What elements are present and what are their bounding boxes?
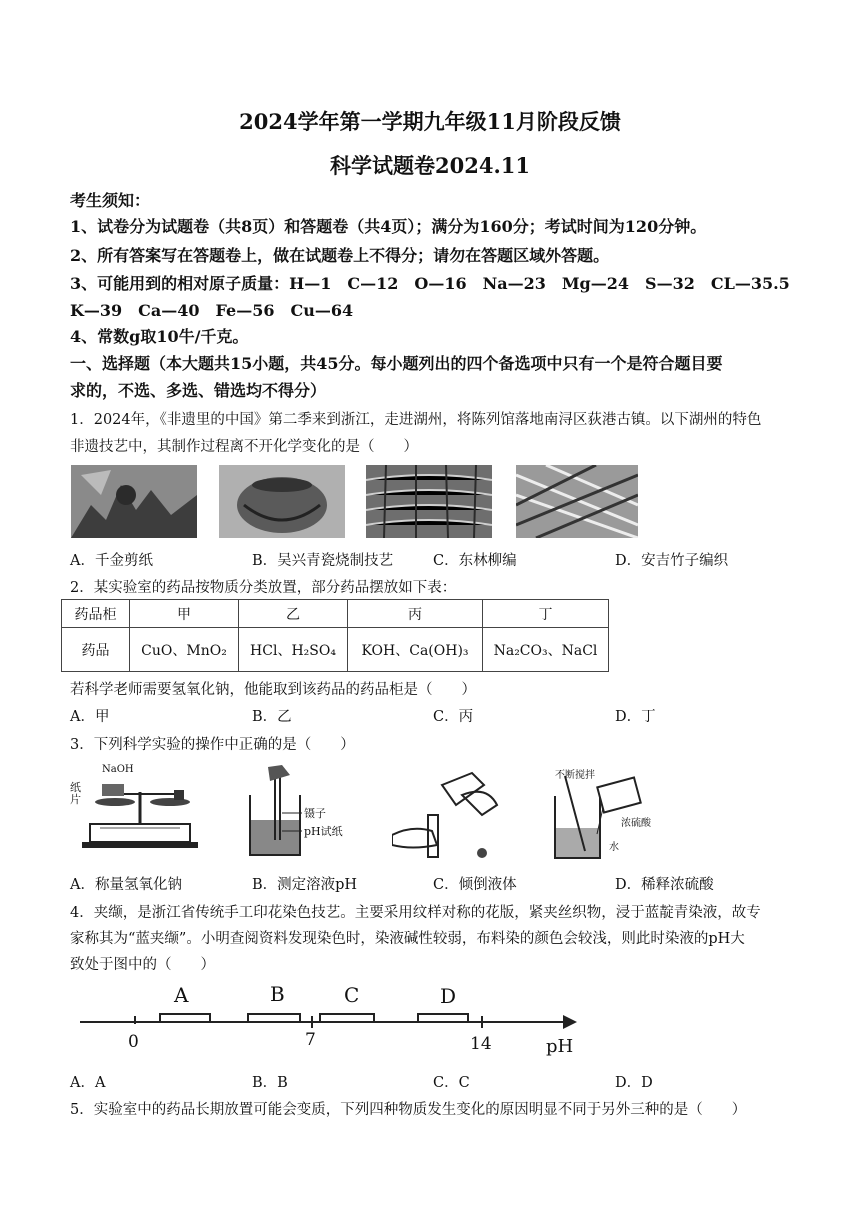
- q1-option-d[interactable]: D．安吉竹子编织: [615, 553, 729, 569]
- region-label-d: D: [440, 984, 457, 1008]
- section-heading: 求的，不选、多选、错选均不得分）: [70, 381, 327, 400]
- tick-label: 0: [128, 1032, 139, 1052]
- table-cell: KOH、Ca(OH)₃: [348, 628, 483, 672]
- q1-option-a[interactable]: A．千金剪纸: [70, 553, 153, 569]
- q4-stem: 致处于图中的（ ）: [70, 957, 215, 973]
- table-row-label: 药品: [62, 628, 130, 672]
- ph-paper-label: pH试纸: [304, 825, 343, 838]
- q4-stem: 4．夹缬，是浙江省传统手工印花染色技艺。主要采用纹样对称的花版，紧夹丝织物，浸于蓝靛青染液，故专: [70, 905, 761, 921]
- paper-label: 纸片: [70, 781, 81, 806]
- table-cell: CuO、MnO₂: [130, 628, 239, 672]
- q4-option-a[interactable]: A．A: [70, 1075, 106, 1091]
- naoh-label: NaOH: [102, 764, 134, 775]
- notice-item: 3、可能用到的相对原子质量：H—1 C—12 O—16 Na—23 Mg—24 S—32 CL—35.5: [70, 274, 790, 293]
- water-label: 水: [609, 842, 619, 853]
- q3-option-d[interactable]: D．稀释浓硫酸: [615, 877, 714, 893]
- q2-option-b[interactable]: B．乙: [252, 709, 292, 725]
- axis-unit: pH: [546, 1036, 574, 1057]
- willow-weaving-photo: [366, 465, 492, 538]
- table-cell: Na₂CO₃、NaCl: [483, 628, 609, 672]
- q3-option-a[interactable]: A．称量氢氧化钠: [70, 877, 182, 893]
- q4-option-b[interactable]: B．B: [252, 1075, 288, 1091]
- notice-item: 2、所有答案写在答题卷上，做在试题卷上不得分；请勿在答题区域外答题。: [70, 246, 610, 265]
- tick-label: 14: [470, 1034, 492, 1054]
- notice-item: 1、试卷分为试题卷（共8页）和答题卷（共4页）；满分为160分；考试时间为120分钟。: [70, 217, 707, 236]
- q4-option-d[interactable]: D．D: [615, 1075, 653, 1091]
- q2-option-a[interactable]: A．甲: [70, 709, 110, 725]
- bamboo-weaving-photo: [516, 465, 638, 538]
- table-header: 丁: [483, 600, 609, 628]
- page-subtitle: 科学试题卷2024.11: [330, 153, 530, 178]
- q3-option-b[interactable]: B．测定溶液pH: [252, 877, 358, 893]
- table-cell: HCl、H₂SO₄: [239, 628, 348, 672]
- q3-option-c[interactable]: C．倾倒液体: [433, 877, 517, 893]
- tick-label: 7: [305, 1030, 316, 1050]
- q3-stem: 3．下列科学实验的操作中正确的是（ ）: [70, 737, 355, 753]
- region-label-a: A: [174, 983, 189, 1007]
- table-header: 乙: [239, 600, 348, 628]
- q4-stem: 家称其为“蓝夹缬”。小明查阅资料发现染色时，染液碱性较弱，布料染的颜色会较浅，则此时染液的pH大: [70, 931, 745, 947]
- q1-stem: 1．2024年，《非遗里的中国》第二季来到浙江，走进湖州，将陈列馆落地南浔区荻港古镇。以下湖州的特色: [70, 412, 762, 428]
- balance-figure: [70, 762, 210, 862]
- acid-label: 浓硫酸: [621, 818, 651, 829]
- table-header: 甲: [130, 600, 239, 628]
- notice-item: 4、常数g取10牛/千克。: [70, 327, 249, 346]
- region-label-b: B: [270, 982, 285, 1006]
- pouring-figure: [392, 765, 502, 865]
- section-heading: 一、选择题（本大题共15小题，共45分。每小题列出的四个备选项中只有一个是符合题目要: [70, 354, 723, 373]
- q1-option-b[interactable]: B．吴兴青瓷烧制技艺: [252, 553, 394, 569]
- tweezers-label: 镊子: [304, 807, 326, 820]
- cabinet-table: [61, 599, 609, 672]
- region-label-c: C: [344, 983, 360, 1007]
- notice-heading: 考生须知：: [70, 191, 151, 210]
- ph-scale-figure: [70, 980, 590, 1062]
- q2-question: 若科学老师需要氢氧化钠，他能取到该药品的药品柜是（ ）: [70, 682, 476, 698]
- dilution-figure: [545, 766, 665, 866]
- celadon-photo: [219, 465, 345, 538]
- stir-label: 不断搅拌: [555, 770, 595, 781]
- table-header: 药品柜: [62, 600, 130, 628]
- q2-option-c[interactable]: C．丙: [433, 709, 474, 725]
- q2-option-d[interactable]: D．丁: [615, 709, 656, 725]
- q5-stem: 5．实验室中的药品长期放置可能会变质，下列四种物质发生变化的原因明显不同于另外三种的是（ ）: [70, 1102, 747, 1118]
- page-title: 2024学年第一学期九年级11月阶段反馈: [239, 109, 621, 134]
- q1-option-c[interactable]: C．东林柳编: [433, 553, 517, 569]
- papercut-photo: [71, 465, 197, 538]
- ph-test-figure: [240, 765, 360, 865]
- q4-option-c[interactable]: C．C: [433, 1075, 470, 1091]
- q1-stem: 非遗技艺中，其制作过程离不开化学变化的是（ ）: [70, 439, 418, 455]
- table-header: 丙: [348, 600, 483, 628]
- q2-stem: 2．某实验室的药品按物质分类放置，部分药品摆放如下表：: [70, 580, 457, 596]
- notice-item: K—39 Ca—40 Fe—56 Cu—64: [70, 301, 354, 320]
